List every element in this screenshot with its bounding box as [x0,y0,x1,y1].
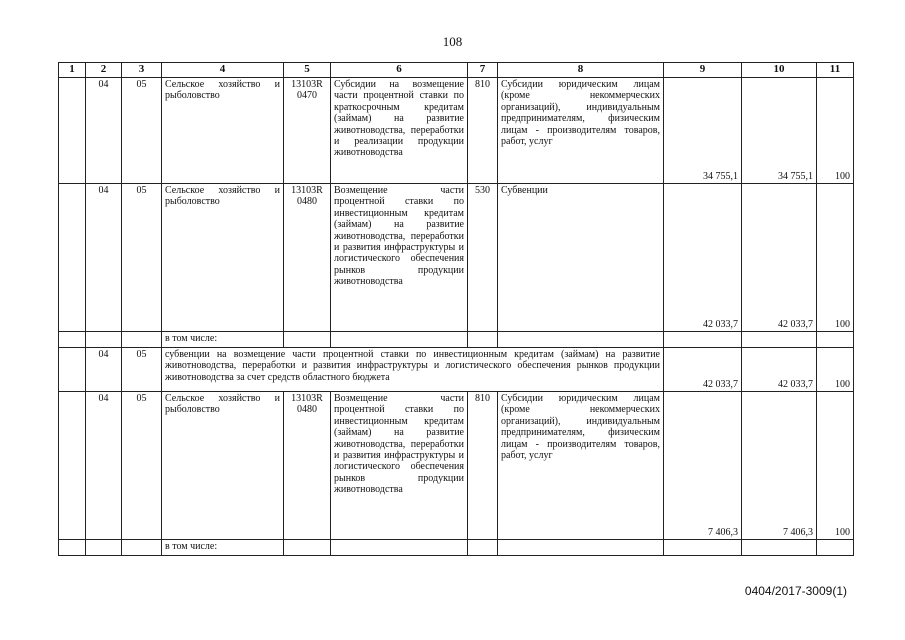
cell-name: Сельское хозяйство и рыболовство [162,78,284,184]
table-row [59,540,854,556]
cell-section [86,332,122,348]
cell-merged-description: субвенции на возмещение части процентной ставки по инвестиционным кредитам (займам) на развитие животноводства, переработки и развития инфраструктуры и логистического обеспечения рынков продукции животноводства за счет средств областного бюджета [162,348,664,392]
cell-target-article [284,540,331,556]
cell-target-article [284,332,331,348]
cell-amount-actual: 34 755,1 [742,78,817,184]
cell-amount-planned: 7 406,3 [664,392,742,540]
cell-expense-name [498,540,664,556]
cell-section [86,540,122,556]
cell-subsection [122,332,162,348]
cell-amount-planned: 34 755,1 [664,78,742,184]
cell-description [331,540,468,556]
cell-amount-planned: 42 033,7 [664,348,742,392]
header-cell: 7 [468,63,498,78]
table-row [59,348,854,392]
cell-percent: 100 [817,392,854,540]
cell-target-article: 13103R 0480 [284,184,331,332]
cell-description: Возмещение части процентной ставки по инвестиционным кредитам (займам) на развитие животноводства, переработки и развития инфраструктуры и логистического обеспечения рынков продукции животноводства [331,184,468,332]
cell-target-article: 13103R 0470 [284,78,331,184]
table-row [59,332,854,348]
cell-subsection: 05 [122,78,162,184]
document-code: 0404/2017-3009(1) [744,584,847,598]
cell-subsection: 05 [122,348,162,392]
cell-percent [817,540,854,556]
cell-expense-type [468,332,498,348]
cell-percent: 100 [817,348,854,392]
cell-col1 [59,78,86,184]
cell-section: 04 [86,348,122,392]
cell-amount-planned [664,332,742,348]
cell-description [331,332,468,348]
cell-amount-planned: 42 033,7 [664,184,742,332]
cell-expense-name: Субвенции [498,184,664,332]
header-cell: 11 [817,63,854,78]
table-row [59,184,854,332]
cell-amount-actual: 7 406,3 [742,392,817,540]
header-row [59,63,854,78]
cell-description: Субсидии на возмещение части процентной ставки по краткосрочным кредитам (займам) на развитие животноводства, переработки и реализации продукции животноводства [331,78,468,184]
cell-percent [817,332,854,348]
cell-expense-name: Субсидии юридическим лицам (кроме некоммерческих организаций), индивидуальным предпринимателям, физическим лицам - производителям товаров, работ, услуг [498,78,664,184]
cell-col1 [59,392,86,540]
cell-subsection: 05 [122,392,162,540]
header-cell: 10 [742,63,817,78]
header-cell: 6 [331,63,468,78]
cell-col1 [59,332,86,348]
header-cell: 3 [122,63,162,78]
cell-target-article: 13103R 0480 [284,392,331,540]
cell-expense-type [468,540,498,556]
header-cell: 4 [162,63,284,78]
table-row [59,78,854,184]
cell-subsection [122,540,162,556]
cell-section: 04 [86,78,122,184]
cell-percent: 100 [817,78,854,184]
cell-name: Сельское хозяйство и рыболовство [162,392,284,540]
cell-expense-name: Субсидии юридическим лицам (кроме некоммерческих организаций), индивидуальным предпринимателям, физическим лицам - производителям товаров, работ, услуг [498,392,664,540]
cell-expense-name [498,332,664,348]
cell-amount-actual [742,332,817,348]
page-number: 108 [442,34,463,49]
cell-amount-actual: 42 033,7 [742,184,817,332]
cell-subsection: 05 [122,184,162,332]
header-cell: 9 [664,63,742,78]
header-cell: 5 [284,63,331,78]
cell-col1 [59,348,86,392]
header-cell: 1 [59,63,86,78]
cell-section: 04 [86,392,122,540]
cell-col1 [59,184,86,332]
cell-including-label: в том числе: [162,332,284,348]
cell-section: 04 [86,184,122,332]
cell-amount-planned [664,540,742,556]
cell-name: Сельское хозяйство и рыболовство [162,184,284,332]
cell-percent: 100 [817,184,854,332]
cell-amount-actual [742,540,817,556]
cell-expense-type: 810 [468,392,498,540]
cell-including-label: в том числе: [162,540,284,556]
cell-expense-type: 530 [468,184,498,332]
cell-col1 [59,540,86,556]
cell-amount-actual: 42 033,7 [742,348,817,392]
header-cell: 8 [498,63,664,78]
header-cell: 2 [86,63,122,78]
cell-description: Возмещение части процентной ставки по инвестиционным кредитам (займам) на развитие животноводства, переработки и развития инфраструктуры и логистического обеспечения рынков продукции животноводства [331,392,468,540]
budget-table [58,62,854,556]
table-row [59,392,854,540]
cell-expense-type: 810 [468,78,498,184]
